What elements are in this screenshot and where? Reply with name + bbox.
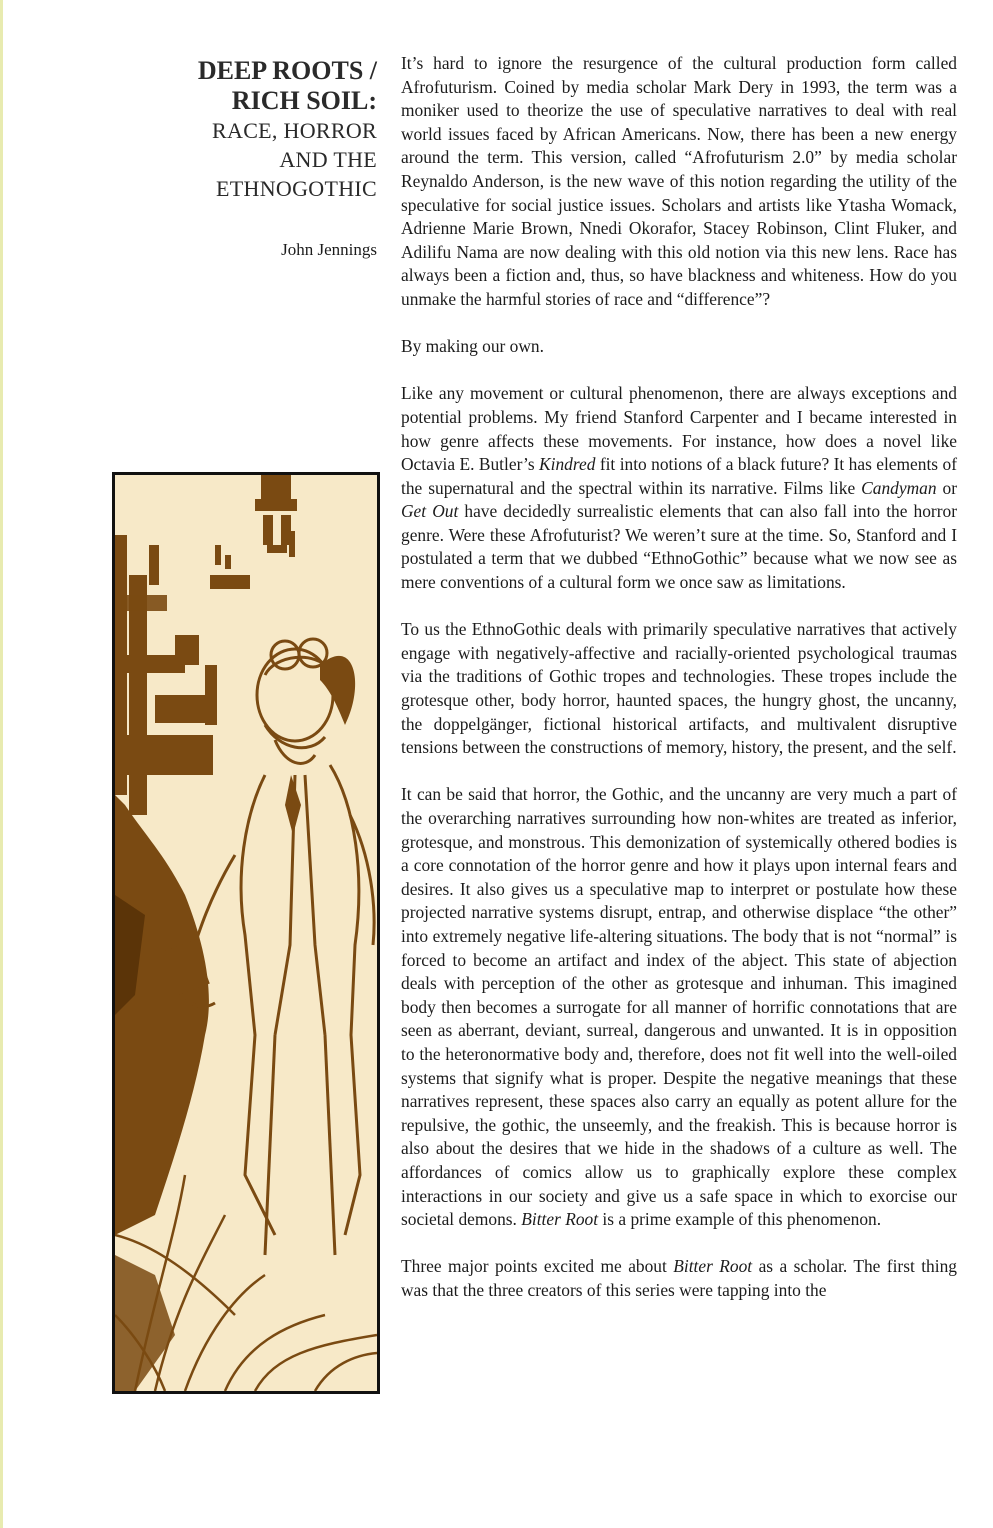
text-run: have decidedly surrealistic elements that can also fall into the horror genre. Were these Afrofuturist? We weren’t sure at the time. So, Stanford and I postulated a term that we dubbed “EthnoGothic” because what we now see as mere conventions of a cultural form we once saw as limitations. bbox=[401, 501, 957, 593]
title-block bbox=[137, 56, 377, 261]
italic-title: Bitter Root bbox=[673, 1256, 753, 1277]
text-run: It’s hard to ignore the resurgence of the cultural production form called Afrofuturism. Coined by media scholar Mark Dery in 1993, the term was a moniker used to theorize the use of speculative narratives to deal with real world issues faced by African Americans. Now, there has been a new energy around the term. This version, called “Afrofuturism 2.0” by media scholar Reynaldo Anderson, is the new wave of this notion regarding the utility of the speculative for social justice issues. Scholars and artists like Ytasha Womack, Adrienne Marie Brown, Nnedi Okorafor, Stacey Robinson, Clint Fluker, and Adilifu Nama are now dealing with this old notion via this new lens. Race has always been a fiction and, thus, so have blackness and whiteness. How do you unmake the harmful stories of race and “difference”? bbox=[401, 53, 957, 309]
article-body bbox=[401, 52, 957, 1326]
italic-title: Bitter Root bbox=[521, 1209, 599, 1230]
text-run: fit into notions of a black future? It has elements of the supernatural and the spectral within its narrative. Films like bbox=[401, 454, 957, 498]
comic-illustration bbox=[115, 475, 377, 1391]
subtitle-line-3: ETHNOGOTHIC bbox=[216, 176, 377, 201]
text-run: as a scholar. The first thing was that the three creators of this series were tapping into the bbox=[401, 1256, 957, 1300]
title-line-2: RICH SOIL: bbox=[231, 86, 377, 115]
italic-title: Candyman bbox=[861, 477, 937, 498]
paragraph-6 bbox=[401, 1255, 957, 1302]
author-name: John Jennings bbox=[281, 240, 377, 259]
text-run: Like any movement or cultural phenomenon, there are always exceptions and potential problems. My friend Stanford Carpenter and I became interested in how genre affects these movements. For instance, how does a novel like Octavia E. Butler’s bbox=[401, 383, 957, 475]
italic-title: Kindred bbox=[539, 454, 596, 475]
paragraph-4 bbox=[401, 618, 957, 760]
paragraph-5 bbox=[401, 783, 957, 1231]
page-edge bbox=[0, 0, 3, 1528]
paragraph-3 bbox=[401, 382, 957, 594]
subtitle-line-1: RACE, HORROR bbox=[212, 118, 377, 143]
paragraph-1 bbox=[401, 52, 957, 312]
text-run: By making our own. bbox=[401, 336, 544, 357]
illustration-panel bbox=[112, 472, 380, 1394]
text-run: Three major points excited me about bbox=[401, 1256, 674, 1277]
subtitle-line-2: AND THE bbox=[279, 147, 377, 172]
title-line-1: DEEP ROOTS / bbox=[197, 56, 377, 85]
text-run: or bbox=[936, 477, 957, 498]
text-run: is a prime example of this phenomenon. bbox=[598, 1209, 882, 1230]
text-run: To us the EthnoGothic deals with primarily speculative narratives that actively engage with negatively-affective and racially-oriented psychological traumas via the traditions of Gothic tropes and technologies. These tropes include the grotesque other, body horror, haunted spaces, the hungry ghost, the uncanny, the doppelgänger, fictional historical artifacts, and multivalent disruptive tensions between the constructions of memory, history, the present, and the self. bbox=[401, 619, 957, 758]
text-run: It can be said that horror, the Gothic, and the uncanny are very much a part of the overarching narratives surrounding how non-whites are treated as inferior, grotesque, and monstrous. This demonization of systemically othered bodies is a core connotation of the horror genre and how it plays upon internal fears and desires. It also gives us a speculative map to interpret or postulate how these projected narrative systems disrupt, entrap, and otherwise displace “the other” into extremely negative life-altering situations. The body that is not “normal” is forced to become an artifact and index of the abject. This state of abjection deals with perception of the other as grotesque and inhuman. This imagined body then becomes a surrogate for all manner of horrific connotations that are seen as aberrant, deviant, surreal, dangerous and unwanted. It is in opposition to the heteronormative body and, therefore, does not fit well into the well-oiled systems that signify what is proper. Despite the negative meanings that these narratives represent, these spaces also carry an equally as potent allure for the repulsive, the gothic, the unseemly, and the freakish. This is because horror is also about the desires that we hide in the shadows of a culture as well. The affordances of comics allow us to graphically explore these complex interactions in our society and give us a safe space in which to exorcise our societal demons. bbox=[401, 784, 957, 1230]
italic-title: Get Out bbox=[401, 501, 459, 522]
paragraph-2 bbox=[401, 335, 957, 359]
